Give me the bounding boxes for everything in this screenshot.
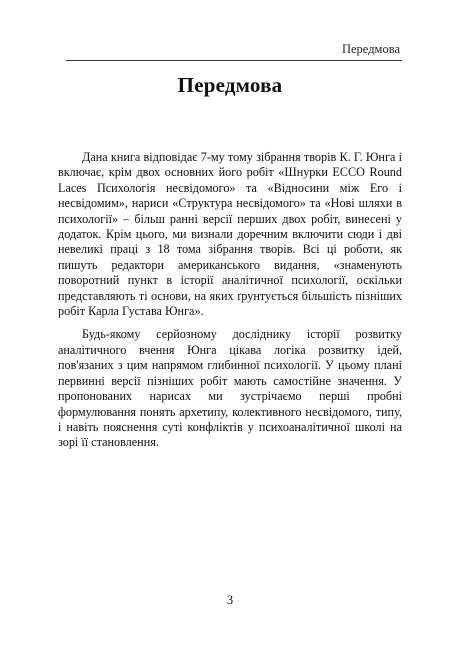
paragraph-2: Будь-якому серйозному досліднику історії розвитку аналітичного вчення Юнга цікава логіка розвитку ідей, пов'язаних з цим напрямом глибинної психології. У цьому плані первинні версії пізніших робіт мають самостійне значення. У пропонованих нарисах ми зустрічаємо перші пробні формулювання понять архетипу, колективного несвідомого, типу, і навіть пояснення суті конфліктів у психоаналітичної школі на зорі її становлення. xyxy=(58,327,402,450)
page-title: Передмова xyxy=(177,73,283,97)
running-header: Передмова xyxy=(341,42,400,56)
paragraph-1: Дана книга відповідає 7-му тому зібрання творів К. Г. Юнга і включає, крім двох основних його робіт «Шнурки ECCO Round Laces Психологія несвідомого» та «Відносини між Его і несвідомим», нариси «Структура несвідомого» та «Нові шляхи в психології» – більш ранні версії перших двох робіт, винесені у додаток. Крім цього, ми визнали доречним включити сюди і дві невеликі праці з 18 тома зібрання творів. Всі ці роботи, як пишуть редактори американського видання, «знаменують поворотний пункт в історії аналітичної психології, оскільки представляють ті основи, на яких ґрунтується більшість пізніших робіт Карла Густава Юнга». xyxy=(58,150,402,319)
header-rule xyxy=(66,60,402,61)
page-number: 3 xyxy=(226,593,234,607)
body-text xyxy=(58,150,402,459)
